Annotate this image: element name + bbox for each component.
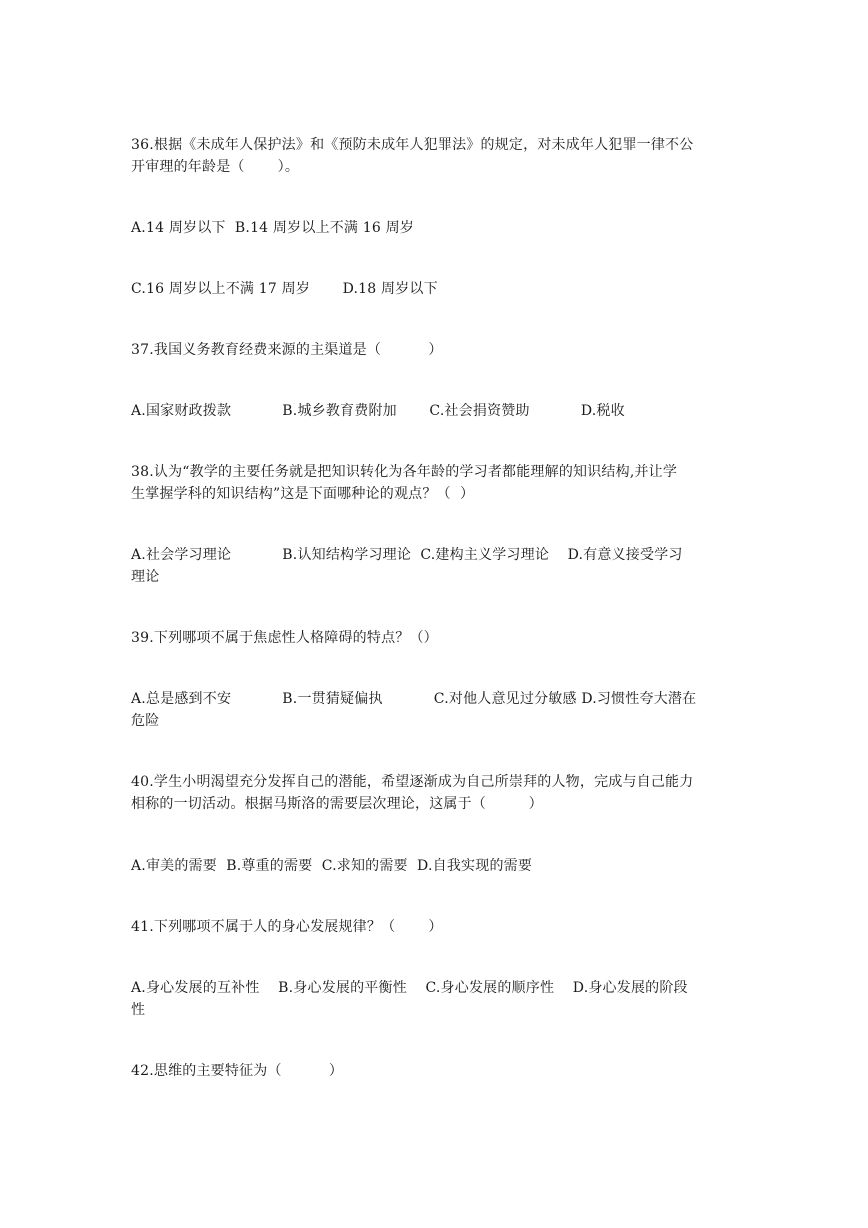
- question-36-options-line-1: A.14 周岁以下 B.14 周岁以上不满 16 周岁: [131, 220, 415, 236]
- question-37-text-line-1: 37.我国义务教育经费来源的主渠道是（ ）: [131, 342, 443, 358]
- question-39-text-line-1: 39.下列哪项不属于焦虑性人格障碍的特点？（）: [131, 630, 438, 646]
- question-38-text-line-1: 38.认为“教学的主要任务就是把知识转化为各年龄的学习者都能理解的知识结构,并让学: [131, 464, 678, 480]
- question-41-options-line-2: 性: [131, 1002, 146, 1018]
- question-39-options-line-2: 危险: [131, 713, 160, 729]
- question-38-options-line-2: 理论: [131, 569, 160, 585]
- question-41-options-line-1: A.身心发展的互补性 B.身心发展的平衡性 C.身心发展的顺序性 D.身心发展的阶段: [131, 980, 688, 996]
- question-37-options-line-1: A.国家财政拨款 B.城乡教育费附加 C.社会捐资赞助 D.税收: [131, 403, 625, 419]
- question-41-text-line-1: 41.下列哪项不属于人的身心发展规律？（ ）: [131, 919, 443, 935]
- question-36-text-line-2: 开审理的年龄是（ ）。: [131, 159, 300, 175]
- question-40-text-line-1: 40.学生小明渴望充分发挥自己的潜能，希望逐渐成为自己所崇拜的人物，完成与自己能力: [131, 774, 694, 790]
- question-36-options-line-2: C.16 周岁以上不满 17 周岁 D.18 周岁以下: [131, 281, 438, 297]
- question-38-options-line-1: A.社会学习理论 B.认知结构学习理论 C.建构主义学习理论 D.有意义接受学习: [131, 547, 683, 563]
- question-38-text-line-2: 生掌握学科的知识结构”这是下面哪种论的观点？（ ）: [131, 486, 475, 502]
- question-39-options-line-1: A.总是感到不安 B.一贯猜疑偏执 C.对他人意见过分敏感 D.习惯性夸大潜在: [131, 691, 697, 707]
- question-36-text-line-1: 36.根据《未成年人保护法》和《预防未成年人犯罪法》的规定，对未成年人犯罪一律不公: [131, 137, 694, 153]
- question-40-text-line-2: 相称的一切活动。根据马斯洛的需要层次理论，这属于（ ）: [131, 796, 543, 812]
- question-40-options-line-1: A.审美的需要 B.尊重的需要 C.求知的需要 D.自我实现的需要: [131, 858, 533, 874]
- question-42-text-line-1: 42.思维的主要特征为（ ）: [131, 1063, 344, 1079]
